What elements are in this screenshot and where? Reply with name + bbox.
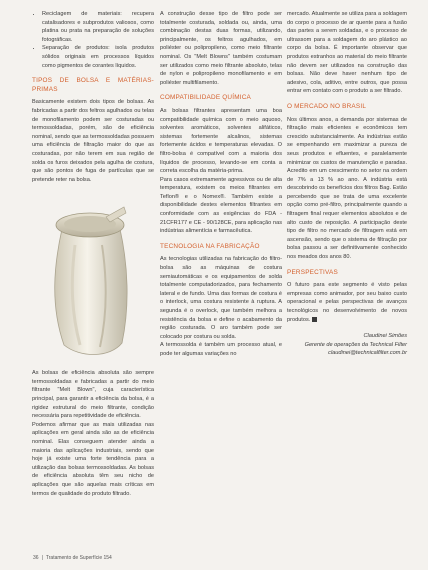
author-name: Claudinei Simões <box>363 333 407 340</box>
column-1 <box>32 10 154 498</box>
paragraph: As bolsas de eficiência absoluta são sempre termossoldadas e fabricadas a partir do meio filtrante "Melt Blown", cuja característica principal, para garantir a eficiência da bolsa, é a rigidez estrutural do meio filtrante, condição necessária para repetitividade de eficiência. <box>32 370 154 420</box>
footer-separator: | <box>41 555 43 561</box>
column-2 <box>160 10 282 359</box>
publication-name: Tratamento de Superfície 154 <box>45 555 112 561</box>
bullet-item: • Separação de produtos: isola produtos sólidos originais em processos líquidos como pigmentos de corantes líquidos. <box>42 44 154 70</box>
section-heading: COMPATIBILIDADE QUÍMICA <box>160 94 252 102</box>
section-heading: O MERCADO NO BRASIL <box>287 102 367 110</box>
paragraph: As bolsas filtrantes apresentam uma boa compatibilidade química com o meio aquoso, solventes aromáticos, solventes alifáticos, sistemas fortemente alcalinos, sistemas fortemente ácidos e temperaturas elevadas. O filtro-bolsa é compatível com a maioria dos líquidos de processo, levando-se em conta a correta escolha da matéria-prima. <box>160 107 282 175</box>
paragraph <box>287 281 407 324</box>
paragraph: Podemos afirmar que as mais utilizadas nas aplicações em geral ainda são as de eficiência nominal. Elas conseguem atender ainda a maioria das aplicações industriais, sendo que hoje já existe uma forte tendência para a utilização das bolsas termossoldadas. As bolsas de eficiência absoluta têm seu nicho de aplicações que são aquelas mais críticas em termos de qualidade do produto filtrado. <box>32 421 154 497</box>
section-heading: TIPOS DE BOLSA E MATÉRIAS-PRIMAS <box>32 77 154 93</box>
paragraph-text: O futuro para este segmento é visto pelas empresas como animador, por seu baixo custo operacional e pelas perspectivas de avanços tecnológicos no desenvolvimento de novos produtos. <box>287 282 407 323</box>
section-heading: PERSPECTIVAS <box>287 268 338 276</box>
bag-filter-image <box>32 190 154 365</box>
page-number: 36 <box>33 555 39 561</box>
paragraph: Para casos extremamente agressivos ou de alta temperatura, existem os meios filtrantes em Teflon® e o Nomex®. Também existe a disponibilidade destes elementos filtrantes em conformidade com as exigências do FDA - 21CFR177 e CE - 90/128CE, para aplicação nas indústrias alimentícia e farmacêutica. <box>160 176 282 235</box>
author-email: claudinei@technicalfilter.com.br <box>328 350 407 357</box>
paragraph: A construção desse tipo de filtro pode ser totalmente costurada, soldada ou, ainda, uma combinação destas duas formas, utilizando, principalmente, os feltros agulhados, em poliéster ou polipropileno, como meio filtrante nominal. Os "Melt Blowns" também costumam ser utilizados como meio filtrante absoluto, telas de nylon e polipropileno monofilamento e em poliéster multifilamento. <box>160 11 282 86</box>
end-mark-icon <box>312 317 317 322</box>
paragraph: Basicamente existem dois tipos de bolsas. As fabricadas a partir dos feltros agulhados ou telas de monofilamento podem ser costuradas ou termossoldadas, porém, são de eficiência nominal, sendo que as termossoldadas possuem uma eficiência de filtração maior do que as costuradas, por não terem em sua região de solda os furos deixados pela agulha de costura, que são pontos de fuga de partículas que se pretende reter na bolsa. <box>32 99 154 183</box>
bullet-item: • Reciclagem de materiais: recupera catalisadores e subprodutos valiosos, como platina ou prata na preparação de soluções fotográficas. <box>42 10 154 44</box>
paragraph: mercado. Atualmente se utiliza para a soldagem do corpo o processo de ar quente para a fusão das partes a serem soldadas, e o processo de ultrassom para a soldagem do aro plástico ao corpo da bolsa. É importante observar que produtos estranhos ao material do meio filtrante não devem ser utilizados na construção das bolsas. Não deve haver nenhum tipo de adesivo, cola, aditivo, entre outros, que possa entrar em contato com o produto a ser filtrado. <box>287 11 407 95</box>
paragraph: As tecnologias utilizadas na fabricação do filtro-bolsa são as máquinas de costura semiautomáticas e os equipamentos de solda totalmente computadorizados, para fechamento lateral e de fundo. Uma das formas de costura é o interlock, uma costura resistente à ruptura. A segunda é o overlock, que também melhora a resistência da bolsa e define o acabamento da região costurada. O aro também pode ser colocado por costura ou solda. <box>160 256 282 340</box>
author-role: Gerente de operações da Technical Filter <box>304 341 407 348</box>
bullet-list <box>32 10 154 70</box>
page-footer <box>33 555 112 561</box>
author-signature <box>287 332 407 358</box>
section-heading: TECNOLOGIA NA FABRICAÇÃO <box>160 242 260 250</box>
column-3 <box>287 10 407 358</box>
paragraph: Nos últimos anos, a demanda por sistemas de filtração mais eficientes e econômicos tem crescido substancialmente. As indústrias estão se empenhando em maximizar a pureza de seus produtos e efluentes, e paralelamente minimizar os custos de manutenção e paradas. Acredito em um crescimento no setor na ordem de 7% a 13 % ao ano. A indústria está descobrindo os benefícios dos filtros Bag. Estão percebendo que se trata de uma excelente opção como pré-filtro, principalmente quando a filtragem final requer elementos absolutos e de alto custo de reposição. A participação deste tipo de filtro no mercado de filtragem está em ascensão, sendo que o sistema de filtração por bolsa passou a ser definitivamente conhecido nos meados dos anos 80. <box>287 116 407 261</box>
paragraph: A termossolda é também um processo atual, e pode ter algumas variações no <box>160 342 282 357</box>
bag-filter-illustration <box>40 195 140 360</box>
